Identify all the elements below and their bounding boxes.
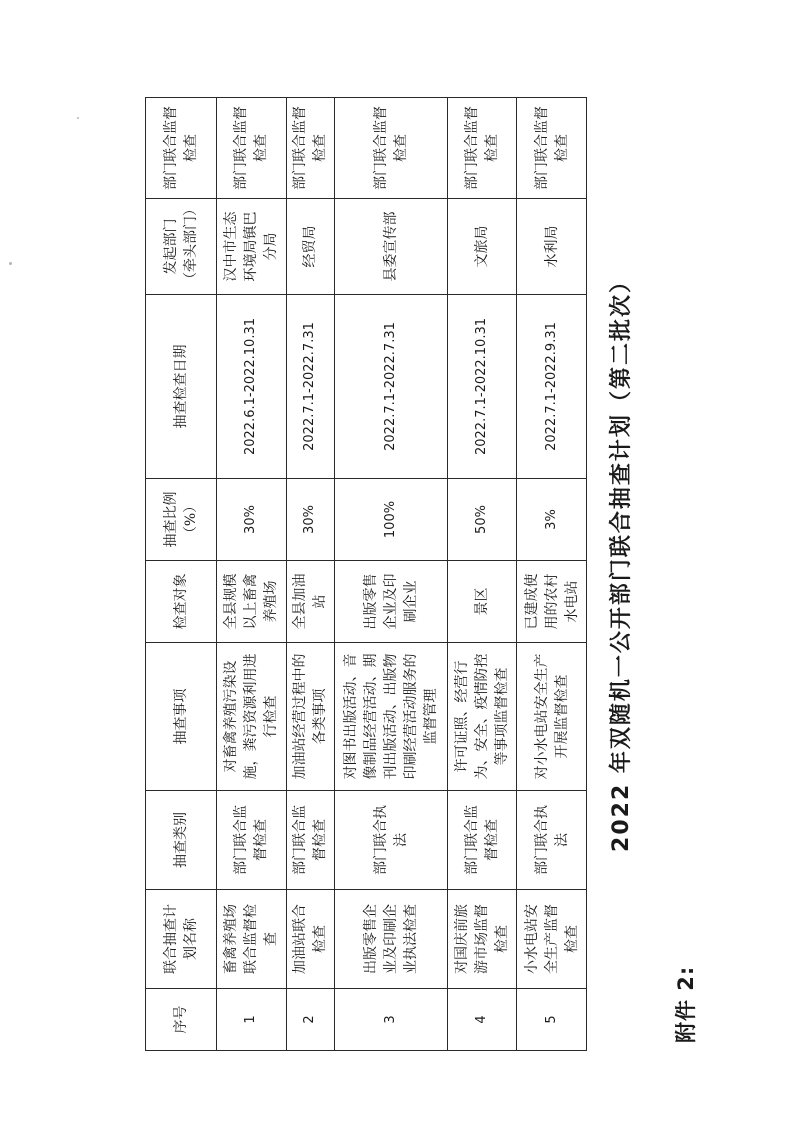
cell-items: 对小水电站安全生产开展监督检查 <box>517 643 587 791</box>
cell-category: 部门联合监督检查 <box>447 791 517 890</box>
cell-plan-name: 对国庆前旅游市场监督检查 <box>447 890 517 989</box>
header-cell-target: 检查对象 <box>146 561 217 643</box>
cell-plan-name: 加油站联合检查 <box>286 890 334 989</box>
cell-joint: 部门联合监督检查 <box>447 98 517 199</box>
header-cell-serial: 序号 <box>146 989 217 1051</box>
header-cell-date: 抽查检查日期 <box>146 295 217 479</box>
cell-serial: 3 <box>334 989 447 1051</box>
cell-joint: 部门联合监督检查 <box>286 98 334 199</box>
cell-items: 对图书出版活动、音像制品经营活动、期刊出版活动、出版物印刷经营活动服务的监督管理 <box>334 643 447 791</box>
cell-ratio: 3% <box>517 479 587 561</box>
cell-joint: 部门联合监督检查 <box>517 98 587 199</box>
table-row <box>334 98 447 1051</box>
cell-serial: 1 <box>217 989 287 1051</box>
cell-category: 部门联合执法 <box>517 791 587 890</box>
header-cell-department: 发起部门（牵头部门） <box>146 199 217 295</box>
cell-plan-name: 出版零售企业及印刷企业执法检查 <box>334 890 447 989</box>
cell-ratio: 50% <box>447 479 517 561</box>
cell-date: 2022.7.1-2022.9.31 <box>517 295 587 479</box>
header-cell-plan-name: 联合抽查计划名称 <box>146 890 217 989</box>
cell-target: 出版零售企业及印刷企业 <box>334 561 447 643</box>
cell-target: 已建成使用的农村水电站 <box>517 561 587 643</box>
document-title: 2022 年双随机一公开部门联合抽查计划（第二批次） <box>609 269 634 852</box>
cell-joint: 部门联合监督检查 <box>334 98 447 199</box>
cell-date: 2022.7.1-2022.10.31 <box>447 295 517 479</box>
cell-department: 汉中市生态环境局镇巴分局 <box>217 199 287 295</box>
cell-date: 2022.7.1-2022.7.31 <box>334 295 447 479</box>
table-header-row <box>146 98 217 1051</box>
table-row <box>286 98 334 1051</box>
cell-department: 县委宣传部 <box>334 199 447 295</box>
header-cell-joint: 部门联合监督检查 <box>146 98 217 199</box>
attachment-label: 附件 2: <box>674 965 698 1043</box>
inspection-plan-table <box>145 97 587 1051</box>
cell-date: 2022.6.1-2022.10.31 <box>217 295 287 479</box>
cell-items: 加油站经营过程中的各类事项 <box>286 643 334 791</box>
cell-ratio: 30% <box>286 479 334 561</box>
cell-date: 2022.7.1-2022.7.31 <box>286 295 334 479</box>
cell-target: 全县加油站 <box>286 561 334 643</box>
cell-target: 景区 <box>447 561 517 643</box>
header-cell-category: 抽查类别 <box>146 791 217 890</box>
header-cell-items: 抽查事项 <box>146 643 217 791</box>
cell-department: 水利局 <box>517 199 587 295</box>
cell-ratio: 30% <box>217 479 287 561</box>
cell-items: 对畜禽养殖污染设施，粪污资源利用进行检查 <box>217 643 287 791</box>
table-row <box>447 98 517 1051</box>
cell-serial: 5 <box>517 989 587 1051</box>
cell-plan-name: 小水电站安全生产监督检查 <box>517 890 587 989</box>
cell-department: 文旅局 <box>447 199 517 295</box>
cell-department: 经贸局 <box>286 199 334 295</box>
cell-serial: 2 <box>286 989 334 1051</box>
cell-joint: 部门联合监督检查 <box>217 98 287 199</box>
cell-items: 许可证照、经营行为、安全、疫情防控等事项监督检查 <box>447 643 517 791</box>
cell-category: 部门联合监督检查 <box>217 791 287 890</box>
cell-serial: 4 <box>447 989 517 1051</box>
header-cell-ratio: 抽查比例（%） <box>146 479 217 561</box>
cell-ratio: 100% <box>334 479 447 561</box>
table-row <box>517 98 587 1051</box>
cell-plan-name: 畜禽养殖场联合监督检查 <box>217 890 287 989</box>
cell-category: 部门联合监督检查 <box>286 791 334 890</box>
cell-category: 部门联合执法 <box>334 791 447 890</box>
cell-target: 全县规模以上畜禽养殖场 <box>217 561 287 643</box>
table-row <box>217 98 287 1051</box>
